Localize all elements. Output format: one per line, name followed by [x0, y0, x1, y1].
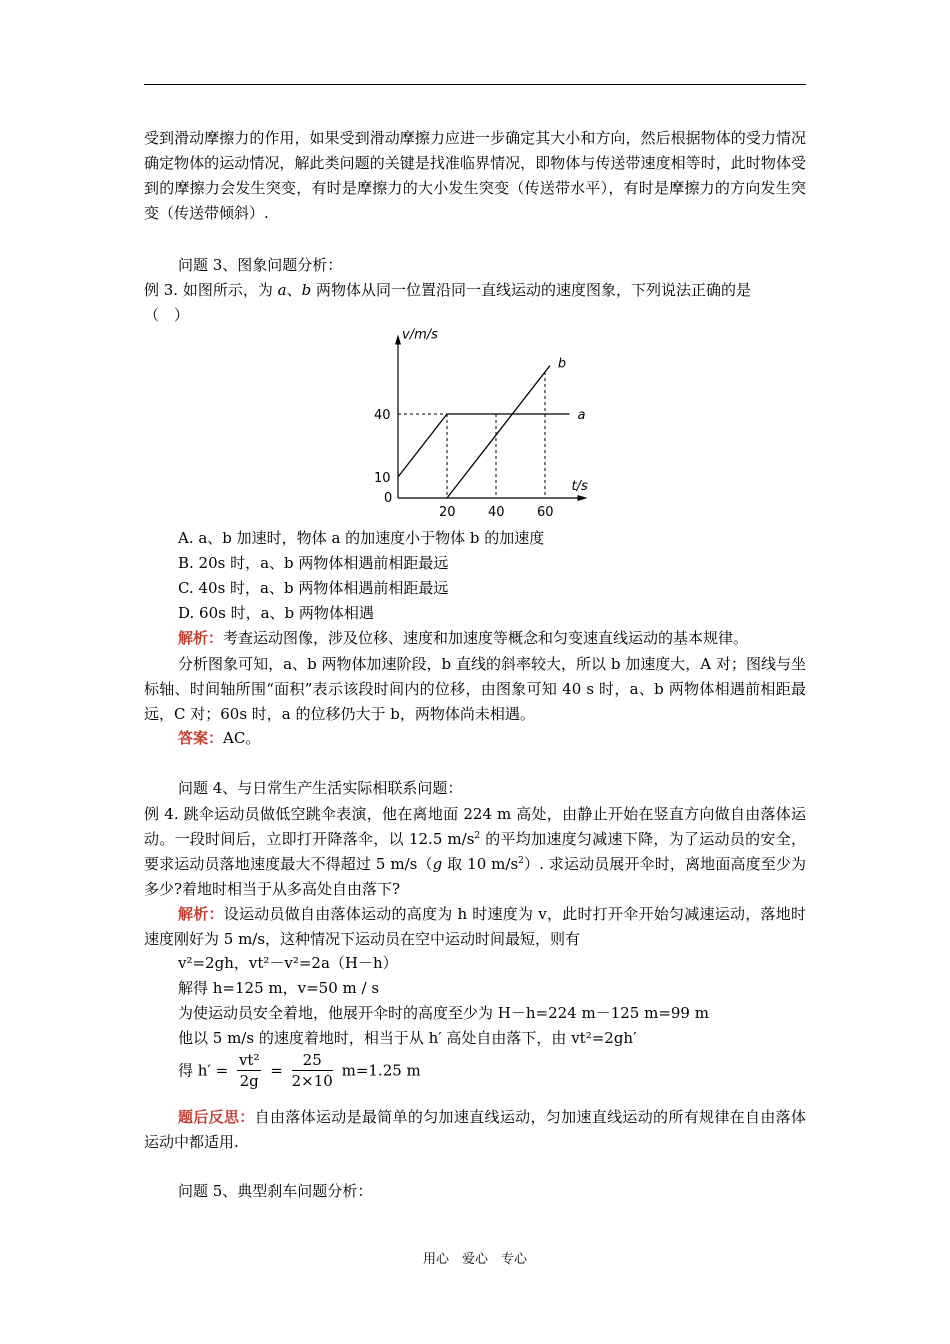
- reflection: [144, 1105, 806, 1155]
- analysis-3-label: 解析：: [178, 629, 224, 647]
- equation-5-prefix: 得 h′ =: [178, 1061, 229, 1080]
- equation-3: 为使运动员安全着地，他展开伞时的高度至少为 H－h=224 m－125 m=99 m: [178, 1004, 709, 1022]
- reflection-text: 自由落体运动是最简单的匀加速直线运动，匀加速直线运动的所有规律在自由落体运动中都适用.: [144, 1108, 806, 1151]
- y-axis-label: v/m/s: [402, 327, 438, 343]
- question-3-title: 问题 3、图象问题分析：: [178, 256, 343, 274]
- example-3-a: a: [277, 281, 287, 299]
- page-footer: 用心 爱心 专心: [422, 1252, 527, 1267]
- analysis-4: [144, 902, 806, 952]
- example-3-sep: 、: [286, 281, 302, 299]
- y-axis-arrow: [395, 335, 401, 345]
- fraction-2-numerator: 25: [292, 1050, 333, 1071]
- x-tick-label: 20: [439, 505, 456, 520]
- answer-3: [144, 727, 260, 748]
- question-5-title: 问题 5、典型刹车问题分析：: [178, 1182, 373, 1200]
- equation-5-suffix: m=1.25 m: [341, 1061, 421, 1080]
- y-tick-label: 40: [374, 408, 391, 423]
- example-3-b: b: [301, 281, 312, 299]
- analysis-4-label: 解析：: [178, 905, 224, 923]
- fraction-1: [237, 1050, 262, 1091]
- example-4-text1: 例 4. 跳伞运动员做低空跳伞表演，他在离地面 224 m 高处，由静止开始在竖直方向做自由落体运动。一段时间后，立即打开降落伞，以 12.5 m/s: [144, 805, 806, 848]
- answer-3-label: 答案：: [178, 729, 224, 747]
- analysis-3-body: 分析图象可知，a、b 两物体加速阶段，b 直线的斜率较大，所以 b 加速度大，A 对；图线与坐标轴、时间轴所围“面积”表示该段时间内的位移，由图象可知 40 s 时，a、b 两物体相遇前相距最远，C 对；60s 时，a 的位移仍大于 b，两物体尚未相遇。: [144, 655, 806, 723]
- option-c: C. 40s 时，a、b 两物体相遇前相距最远: [178, 579, 449, 597]
- answer-3-text: AC。: [223, 729, 261, 747]
- y-tick-label: 10: [374, 471, 391, 486]
- series-label-a: a: [577, 408, 586, 423]
- x-axis-label: t/s: [571, 479, 588, 494]
- example-3-suffix: 两物体从同一位置沿同一直线运动的速度图象，下列说法正确的是: [311, 281, 751, 299]
- velocity-time-chart: [360, 320, 600, 520]
- fraction-1-denominator: 2g: [239, 1072, 259, 1090]
- example-4-text2: 的平均加速度匀减速下降，为了运动员的安全，要求运动员落地速度最大不得超过 5 m/s（: [144, 830, 806, 873]
- option-b: B. 20s 时，a、b 两物体相遇前相距最远: [178, 554, 449, 572]
- question-4-title: 问题 4、与日常生产生活实际相联系问题：: [178, 779, 463, 797]
- series-label-b: b: [557, 356, 567, 372]
- example-4-g: g: [432, 855, 443, 873]
- fraction-2: [292, 1050, 333, 1091]
- x-axis-arrow: [578, 495, 588, 501]
- equation-4: 他以 5 m/s 的速度着地时，相当于从 h′ 高处自由落下，由 vt²=2gh′: [178, 1029, 637, 1047]
- header-rule: [144, 84, 806, 85]
- example-3-paren: （ ）: [144, 306, 190, 324]
- analysis-4-text: 设运动员做自由落体运动的高度为 h 时速度为 v，此时打开伞开始匀减速运动，落地时速度刚好为 5 m/s，这种情况下运动员在空中运动时间最短，则有: [144, 905, 806, 948]
- x-tick-label: 60: [537, 505, 554, 520]
- fraction-1-numerator: vt²: [238, 1051, 260, 1069]
- equation-1: v²=2gh，vt²－v²=2a（H－h）: [178, 954, 398, 972]
- origin-label: 0: [384, 491, 393, 506]
- analysis-3-text: 考查运动图像，涉及位移、速度和加速度等概念和匀变速直线运动的基本规律。: [223, 629, 749, 647]
- fraction-2-denominator: 2×10: [291, 1072, 333, 1090]
- analysis-3: [144, 627, 748, 648]
- option-d: D. 60s 时，a、b 两物体相遇: [178, 604, 374, 622]
- intro-paragraph: 受到滑动摩擦力的作用，如果受到滑动摩擦力应进一步确定其大小和方向，然后根据物体的受力情况确定物体的运动情况，解此类问题的关键是找准临界情况，即物体与传送带速度相等时，此时物体受到的摩擦力会发生突变，有时是摩擦力的大小发生突变（传送带水平），有时是摩擦力的方向发生突变（传送带倾斜）.: [144, 129, 806, 222]
- x-tick-label: 40: [488, 505, 505, 520]
- series-line-b: [447, 366, 550, 498]
- example-4-stem: 例 4. 跳伞运动员做低空跳伞表演，他在离地面 224 m 高处，由静止开始在竖直方向做自由落体运动。一段时间后，立即打开降落伞，以 12.5 $m/s^2$ 的平均加速度匀减速下降，为了运动员的安全，要求运动员落地速度最大不得超过 5 m/s（g 取 10 $m/s^2$）. 求运动员展开伞时，离地面高度至少为多少?着地时相当于从多高处自由落下?: [144, 805, 806, 898]
- example-3-prefix: 例 3. 如图所示，为: [144, 281, 278, 299]
- equation-2: 解得 h=125 m，v=50 m / s: [178, 979, 380, 997]
- equation-5: [144, 1050, 421, 1091]
- series-line-a: [398, 414, 570, 477]
- equation-5-equals: =: [270, 1061, 283, 1080]
- option-a: A. a、b 加速时，物体 a 的加速度小于物体 b 的加速度: [178, 529, 545, 547]
- example-4-text3: 取 10 m/s: [442, 855, 519, 873]
- reflection-label: 题后反思：: [178, 1108, 255, 1126]
- example-4-text4: ）. 求运动员展开伞时，离地面高度至少为多少?着地时相当于从多高处自由落下?: [144, 855, 806, 898]
